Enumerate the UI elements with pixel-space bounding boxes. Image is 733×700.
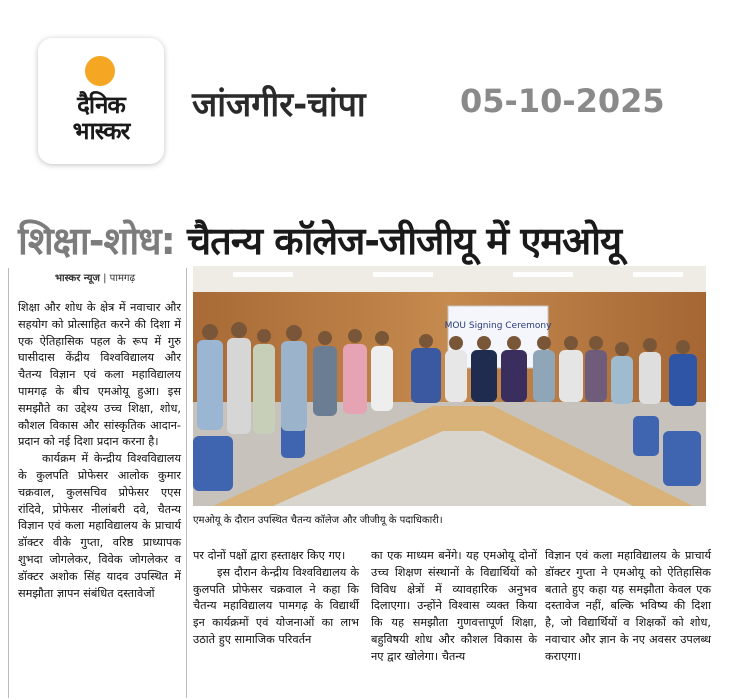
byline-place: पामगढ़ bbox=[109, 273, 136, 284]
article-column-2 bbox=[193, 548, 359, 649]
edition-date: 05-10-2025 bbox=[460, 82, 665, 120]
logo-text-line1: दैनिक bbox=[77, 91, 125, 119]
photo-banner-text: MOU Signing Ceremony bbox=[444, 321, 552, 331]
article-paragraph: पर दोनों पक्षों द्वारा हस्ताक्षर किए गए। bbox=[193, 549, 346, 562]
news-photo bbox=[193, 266, 706, 506]
article-paragraph: शिक्षा और शोध के क्षेत्र में नवाचार और सहयोग को प्रोत्साहित करने की दिशा में एक ऐतिहासिक पहल के रूप में गुरु घासीदास केंद्रीय विश्वविद्यालय और चैतन्य विज्ञान एवं कला महाविद्यालय पामगढ़ के बीच एमओयू हुआ। इस समझौते का उद्देश्य उच्च शिक्षा, शोध, कौशल विकास और सांस्कृतिक आदान-प्रदान को नई दिशा प्रदान करना है। bbox=[18, 301, 181, 449]
article-column-3 bbox=[371, 548, 537, 666]
column-divider bbox=[8, 268, 9, 698]
byline-source: भास्कर न्यूज bbox=[55, 273, 100, 284]
article-column-1 bbox=[18, 300, 181, 602]
article-column-4 bbox=[545, 548, 711, 666]
headline bbox=[18, 214, 718, 266]
column-divider bbox=[186, 268, 187, 698]
edition-city: जांजगीर-चांपा bbox=[192, 85, 366, 125]
article-paragraph: विज्ञान एवं कला महाविद्यालय के प्राचार्य डॉक्टर गुप्ता ने एमओयू को ऐतिहासिक बताते हुए कहा यह समझौता केवल एक दस्तावेज नहीं, बल्कि भविष्य की दिशा है, जो विद्यार्थियों व शिक्षकों को शोध, नवाचार और ज्ञान के नए अवसर उपलब्ध कराएगा। bbox=[545, 549, 711, 663]
article-paragraph: कार्यक्रम में केन्द्रीय विश्वविद्यालय के कुलपति प्रोफेसर आलोक कुमार चक्रवाल, कुलसचिव प्रोफेसर एएस रांदिवे, प्रोफेसर नीलांबरी दवे, चैतन्य विज्ञान एवं कला महाविद्यालय के प्राचार्य डॉक्टर वीके गुप्ता, वरिष्ठ प्राध्यापक शुभदा जोगलेकर, विवेक जोगलेकर व डॉक्टर अशोक सिंह यादव उपस्थित में समझौता ज्ञापन संबंधित दस्तावेजों bbox=[18, 452, 181, 600]
article-paragraph: इस दौरान केन्द्रीय विश्वविद्यालय के कुलपति प्रोफेसर चक्रवाल ने कहा कि चैतन्य महाविद्यालय पामगढ़ के विद्यार्थी इन कार्यक्रमों एवं योजनाओं का लाभ उठाते हुए सामाजिक परिवर्तन bbox=[193, 565, 359, 646]
sun-icon bbox=[85, 56, 115, 86]
byline: भास्कर न्यूज | पामगढ़ bbox=[55, 273, 136, 284]
headline-main: चैतन्य कॉलेज-जीजीयू में एमओयू bbox=[174, 219, 622, 263]
photo-caption: एमओयू के दौरान उपस्थित चैतन्य कॉलेज और जीजीयू के पदाधिकारी। bbox=[193, 515, 443, 526]
dainik-bhaskar-logo bbox=[38, 38, 164, 164]
article-paragraph: का एक माध्यम बनेंगे। यह एमओयू दोनों उच्च शिक्षण संस्थानों के विद्यार्थियों को विविध क्षेत्रों में व्यावहारिक अनुभव दिलाएगा। उन्होंने विश्वास व्यक्त किया कि यह समझौता गुणवत्तापूर्ण शिक्षा, बहुविषयी शोध और कौशल विकास के नए द्वार खोलेगा। चैतन्य bbox=[371, 549, 537, 663]
logo-text-line2: भास्कर bbox=[72, 117, 130, 145]
headline-kicker: शिक्षा-शोध: bbox=[18, 219, 175, 263]
